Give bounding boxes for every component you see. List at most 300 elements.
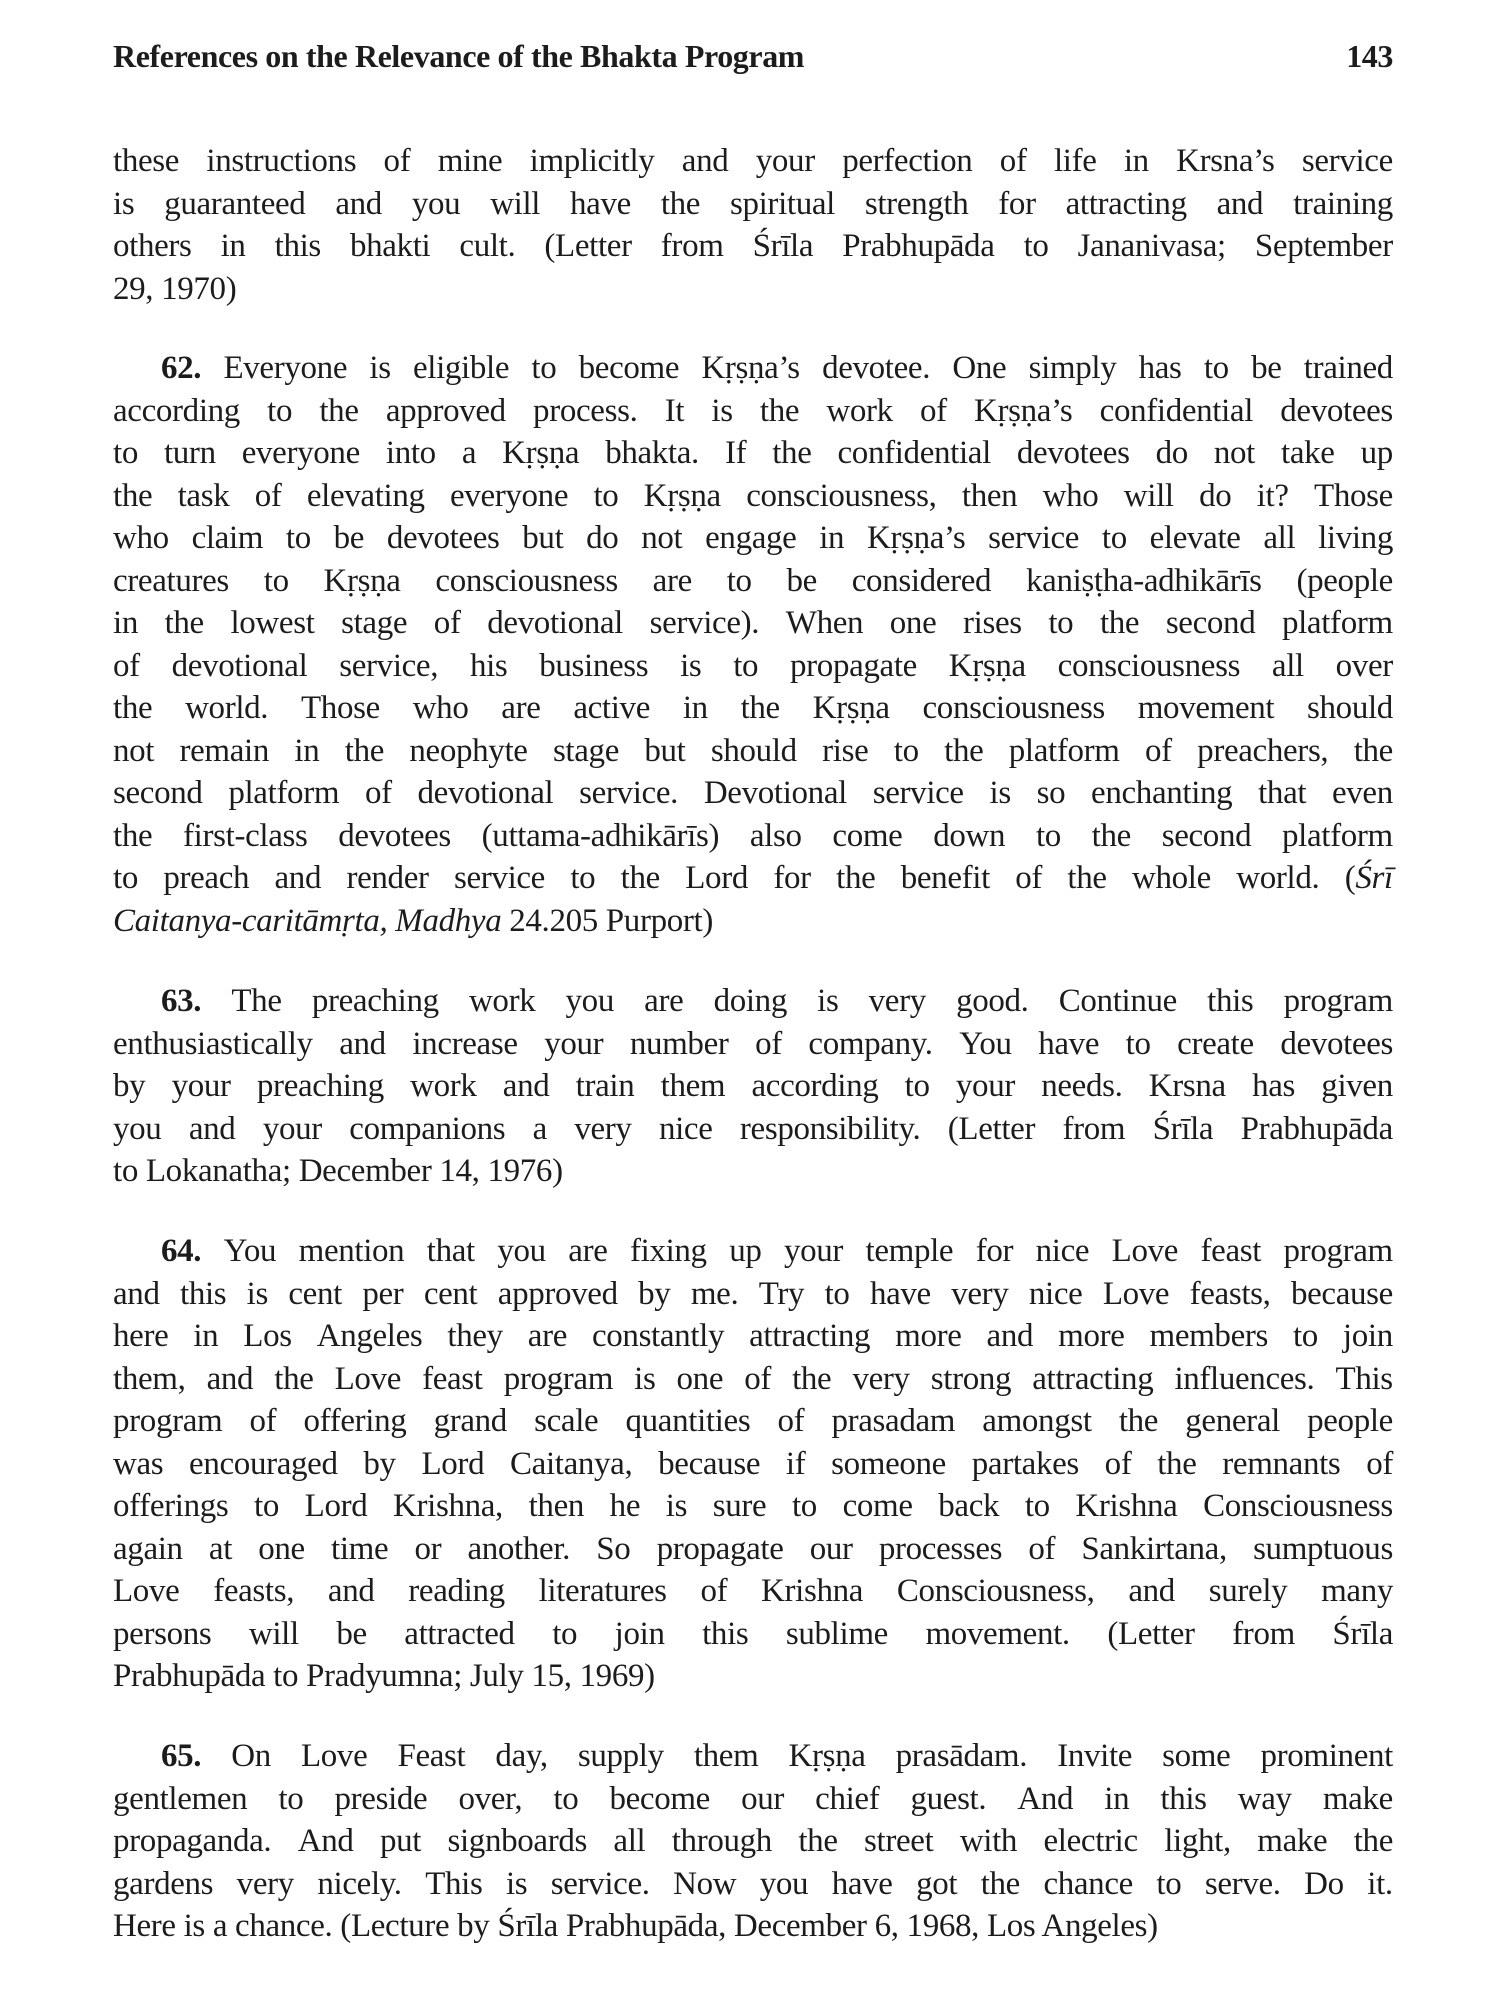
word-group [644, 475, 721, 518]
word: have [869, 1275, 931, 1312]
word: the [759, 392, 800, 429]
paragraph-64 [113, 1230, 1393, 1698]
word: our [741, 1780, 785, 1817]
word: nice [1028, 1275, 1083, 1312]
word-group [113, 1528, 183, 1571]
word-group [1203, 1485, 1393, 1528]
word-group [467, 1528, 570, 1571]
word: to [1035, 817, 1061, 854]
word: create [1177, 1025, 1254, 1062]
word-group [1066, 183, 1187, 226]
word: a [532, 1110, 547, 1147]
word-group [593, 475, 618, 518]
word-group [659, 1108, 713, 1151]
word: according [113, 392, 240, 429]
word: strength [864, 185, 969, 222]
word-group [339, 645, 438, 688]
word-group [551, 1863, 650, 1906]
word-group [756, 140, 815, 183]
word-group [944, 730, 983, 773]
word-group [661, 225, 724, 268]
word-group [1291, 1273, 1393, 1316]
word: living [1318, 520, 1393, 556]
word-group [1253, 1528, 1393, 1571]
word-group [224, 1230, 276, 1273]
word: the [1067, 860, 1107, 896]
word: preachers, [1197, 732, 1329, 769]
word: Love [1102, 1275, 1170, 1312]
word-group [644, 730, 685, 773]
word: for [773, 860, 811, 896]
word-group [418, 772, 554, 815]
word: trained [1303, 350, 1393, 386]
word-group [180, 1273, 226, 1316]
word: to [1024, 1488, 1050, 1524]
word-group [1205, 1863, 1281, 1906]
word: work [826, 392, 893, 429]
word-group [254, 1485, 279, 1528]
word-group [1150, 517, 1241, 560]
word: Try [758, 1275, 805, 1312]
word-group [822, 347, 930, 390]
word-group [1280, 390, 1393, 433]
word: time [331, 1530, 389, 1567]
word: put [379, 1823, 422, 1859]
word: the [980, 1865, 1020, 1902]
word: he [609, 1488, 641, 1524]
word: a [461, 435, 477, 471]
paragraph-first-line [113, 980, 1393, 1023]
word: to [278, 1780, 304, 1817]
word-group [1258, 772, 1306, 815]
word-group [1263, 517, 1295, 560]
word: by [113, 1068, 146, 1104]
word-group [798, 1820, 837, 1863]
text-line [113, 1108, 1393, 1151]
word: this [1207, 983, 1254, 1019]
word-group [288, 1273, 342, 1316]
word: Śrīla [1152, 1110, 1214, 1147]
word-group [1017, 432, 1130, 475]
word-group [301, 1735, 367, 1778]
word: very [236, 1865, 294, 1902]
word: should [1307, 690, 1393, 726]
word: and [339, 1025, 386, 1062]
word: service. [579, 775, 679, 811]
word-group [312, 980, 439, 1023]
word-group [1124, 140, 1149, 183]
word: very [852, 1360, 910, 1397]
word-group [1252, 1065, 1295, 1108]
word: Krishna, [393, 1488, 503, 1524]
word: the [836, 860, 876, 896]
word: very [868, 983, 926, 1019]
word: you [113, 1110, 162, 1147]
text-line [113, 432, 1393, 475]
word: feasts, [213, 1573, 295, 1609]
word-group [933, 815, 1005, 858]
word: work [468, 983, 536, 1019]
word: Now [673, 1865, 737, 1902]
word: first-class [183, 817, 308, 854]
word: increase [412, 1025, 518, 1062]
text-line [113, 900, 1393, 943]
word-group [454, 857, 545, 900]
word: of [364, 775, 392, 811]
word-group [113, 1820, 271, 1863]
word: You [223, 1233, 277, 1269]
word: to [791, 1488, 817, 1524]
word-group [1000, 140, 1027, 183]
text-line [113, 1528, 1393, 1571]
word: take [1281, 435, 1335, 471]
word-group [338, 815, 451, 858]
word: the [344, 732, 385, 769]
word: preside [334, 1780, 428, 1817]
text-line [113, 815, 1393, 858]
word-group [869, 980, 926, 1023]
word: it. [1367, 1865, 1393, 1902]
word: gardens [113, 1865, 214, 1902]
word: become [609, 1780, 710, 1817]
word-group [759, 1273, 804, 1316]
word-group [397, 1735, 465, 1778]
word: If [724, 435, 747, 471]
word-group [185, 687, 268, 730]
word-group [189, 1443, 338, 1486]
word-group [974, 390, 1072, 433]
word: feast [422, 1360, 483, 1397]
word: your [955, 1068, 1015, 1104]
word: in [819, 520, 845, 556]
word-group [319, 390, 358, 433]
word-group [1128, 1570, 1175, 1613]
word-group [164, 183, 305, 226]
word-group [568, 1230, 607, 1273]
word-group [1321, 1570, 1393, 1613]
word-group [228, 772, 339, 815]
word-group [923, 687, 1105, 730]
word-group [414, 1528, 441, 1571]
word-group [113, 140, 179, 183]
word: of [1015, 860, 1043, 896]
word-group [1029, 347, 1117, 390]
word-group [1321, 1065, 1393, 1108]
word-group [609, 1778, 710, 1821]
word-group [786, 602, 863, 645]
word-group [701, 347, 799, 390]
word-group [1222, 1443, 1340, 1486]
word: Krsna’s [1176, 143, 1275, 179]
word: of [1145, 732, 1172, 769]
word-group [644, 980, 683, 1023]
word-group [1107, 1613, 1194, 1656]
word-group [1201, 1230, 1262, 1273]
word-group [832, 1863, 893, 1906]
word-group [786, 1613, 888, 1656]
word-group [638, 1273, 670, 1316]
word: and [335, 185, 382, 222]
word-group [1314, 475, 1393, 518]
word-group [741, 687, 780, 730]
word-group [387, 517, 500, 560]
word: Kṛṣṇa [812, 690, 890, 726]
word: your [262, 1110, 322, 1147]
word-group [641, 517, 682, 560]
word: Kṛṣṇa [643, 477, 721, 514]
word: from [1232, 1615, 1295, 1652]
word-group [1367, 1863, 1393, 1906]
word-group [576, 1065, 635, 1108]
word-group [842, 140, 972, 183]
word-group [438, 140, 503, 183]
word: devotee. [822, 350, 931, 386]
word: the [1353, 1823, 1393, 1859]
word: light, [1164, 1823, 1231, 1859]
word: very [574, 1110, 632, 1147]
word: have [831, 1865, 893, 1902]
word: prasadam [831, 1403, 956, 1439]
text-line [113, 772, 1393, 815]
paragraph-number: 65. [161, 1738, 202, 1774]
word: of [113, 647, 140, 684]
word: chief [815, 1780, 880, 1817]
word-group [424, 1273, 478, 1316]
word: benefit [900, 860, 990, 896]
word: one [676, 1360, 724, 1397]
word-group [209, 1528, 232, 1571]
word-group [230, 602, 314, 645]
word-group [1036, 815, 1061, 858]
word-group [1323, 1778, 1393, 1821]
word: the [772, 435, 812, 471]
word-group [534, 1400, 598, 1443]
word-group [990, 772, 1011, 815]
word: cult. [459, 228, 516, 264]
word-group [267, 390, 292, 433]
word-group [386, 390, 506, 433]
word: the [274, 1360, 314, 1397]
word-group [341, 602, 407, 645]
word: who [1042, 477, 1099, 514]
word: guaranteed [164, 185, 306, 222]
word: got [916, 1865, 958, 1902]
word: this [180, 1275, 227, 1312]
word: is [246, 1275, 268, 1312]
word: per [362, 1275, 404, 1312]
word: from [1062, 1110, 1126, 1147]
word: and [986, 1318, 1034, 1354]
word-group [237, 1863, 294, 1906]
word-group [487, 602, 623, 645]
word-group [113, 645, 140, 688]
word: train [575, 1068, 635, 1104]
word: nice [658, 1110, 713, 1147]
word-group [702, 1613, 748, 1656]
word: to [1048, 605, 1074, 641]
word: from [660, 228, 724, 264]
word: is [665, 1488, 688, 1524]
word-group [113, 730, 154, 773]
word: also [749, 817, 802, 854]
word-group [113, 1315, 168, 1358]
word: of [249, 1403, 277, 1439]
word: because [1290, 1275, 1393, 1312]
word: devotional [417, 775, 554, 811]
word: devotees [386, 520, 500, 556]
paragraph-continued [113, 140, 1393, 310]
word: turn [163, 435, 216, 471]
word: to [733, 647, 759, 684]
word-group [544, 225, 631, 268]
word-group [792, 1485, 817, 1528]
word-group [998, 183, 1035, 226]
word-group [530, 140, 655, 183]
word-group [180, 730, 270, 773]
word: And [297, 1823, 354, 1859]
word: world. [185, 690, 269, 726]
text-line [113, 225, 1393, 268]
word-group [960, 1820, 1017, 1863]
text-line [113, 730, 1393, 773]
word: Lord [421, 1445, 485, 1482]
word-group [113, 390, 240, 433]
word-group [113, 772, 203, 815]
word-group [334, 517, 364, 560]
word-group [683, 687, 708, 730]
word-group [274, 1358, 313, 1401]
word: here [113, 1318, 169, 1354]
word-group [495, 1735, 547, 1778]
word-group [733, 645, 758, 688]
word-group [163, 857, 249, 900]
word: so [1036, 775, 1066, 811]
word: in [1123, 143, 1149, 179]
word-group [1149, 1065, 1226, 1108]
word: Kṛṣṇa’s [866, 520, 966, 556]
word-group [680, 645, 701, 688]
word: literatures [538, 1573, 667, 1609]
word-group [831, 1400, 955, 1443]
word-group [1293, 1315, 1318, 1358]
word: guest. [910, 1780, 987, 1817]
word: amongst [982, 1403, 1092, 1439]
word-group [264, 560, 289, 603]
word: but [522, 520, 564, 556]
word-group [822, 730, 868, 773]
word-group [531, 347, 556, 390]
word-group [503, 1065, 550, 1108]
word: your [171, 1068, 231, 1104]
word: it? [1256, 477, 1289, 514]
word: these [113, 143, 180, 179]
word-group [956, 980, 1029, 1023]
word-group [711, 390, 732, 433]
word: to [531, 350, 557, 386]
word-group [1236, 857, 1319, 900]
word: Jananivasa; [1077, 228, 1226, 264]
word: and [188, 1110, 236, 1147]
word-group [1162, 815, 1252, 858]
word-group [243, 1315, 291, 1358]
word-group [1103, 1273, 1169, 1316]
word: is [680, 647, 702, 684]
word-group [223, 347, 347, 390]
word-group [570, 857, 595, 900]
word-group [393, 1485, 503, 1528]
word: back [938, 1488, 1000, 1524]
word: prominent [1260, 1738, 1393, 1774]
word: of [999, 143, 1027, 179]
word: business [539, 647, 649, 684]
word: was [113, 1445, 164, 1482]
word-group [700, 1570, 727, 1613]
word: do [586, 520, 619, 556]
word-group [490, 183, 540, 226]
word-group [808, 1023, 932, 1066]
word: are [527, 1318, 567, 1354]
word-group [1112, 1230, 1178, 1273]
word-group [1199, 475, 1231, 518]
word: the [1353, 732, 1393, 769]
word: reading [408, 1573, 505, 1609]
word-group [1232, 1613, 1295, 1656]
word-group [691, 1273, 739, 1316]
text-line [113, 1315, 1393, 1358]
word: to [552, 1615, 578, 1652]
word-group [1332, 1613, 1393, 1656]
word-group [673, 1863, 736, 1906]
word: platform [1008, 732, 1120, 769]
word: to [1203, 350, 1229, 386]
word: in [682, 690, 708, 726]
word-group [447, 1820, 587, 1863]
text-line [113, 687, 1393, 730]
word: way [1237, 1780, 1292, 1817]
word: make [1322, 1780, 1393, 1817]
word: the [164, 605, 204, 641]
word-group [1366, 1443, 1393, 1486]
word: who [113, 520, 169, 556]
word-group [1153, 1108, 1214, 1151]
word-group [777, 1400, 804, 1443]
word: grand [433, 1403, 507, 1439]
word: Love [1111, 1233, 1179, 1269]
word: more [895, 1318, 962, 1354]
word: serve. [1204, 1865, 1281, 1902]
word: of [383, 143, 411, 179]
word-group [498, 1273, 618, 1316]
word: very [951, 1275, 1009, 1312]
word: platform [1282, 817, 1393, 854]
text-segment: 24.205 Purport) [501, 902, 713, 939]
word-group [1092, 815, 1131, 858]
word-group [920, 390, 947, 433]
word-group [339, 1023, 386, 1066]
word: good. [956, 983, 1029, 1019]
word: over, [458, 1780, 523, 1817]
word-group [832, 815, 902, 858]
word: service [1301, 143, 1393, 179]
word-group [552, 1613, 577, 1656]
word-group [434, 1400, 507, 1443]
word: enchanting [1091, 775, 1233, 811]
word-group [1025, 1485, 1050, 1528]
word: to [1101, 520, 1127, 556]
word-group [1028, 1528, 1055, 1571]
word: make [1257, 1823, 1328, 1859]
word-group [963, 602, 1022, 645]
